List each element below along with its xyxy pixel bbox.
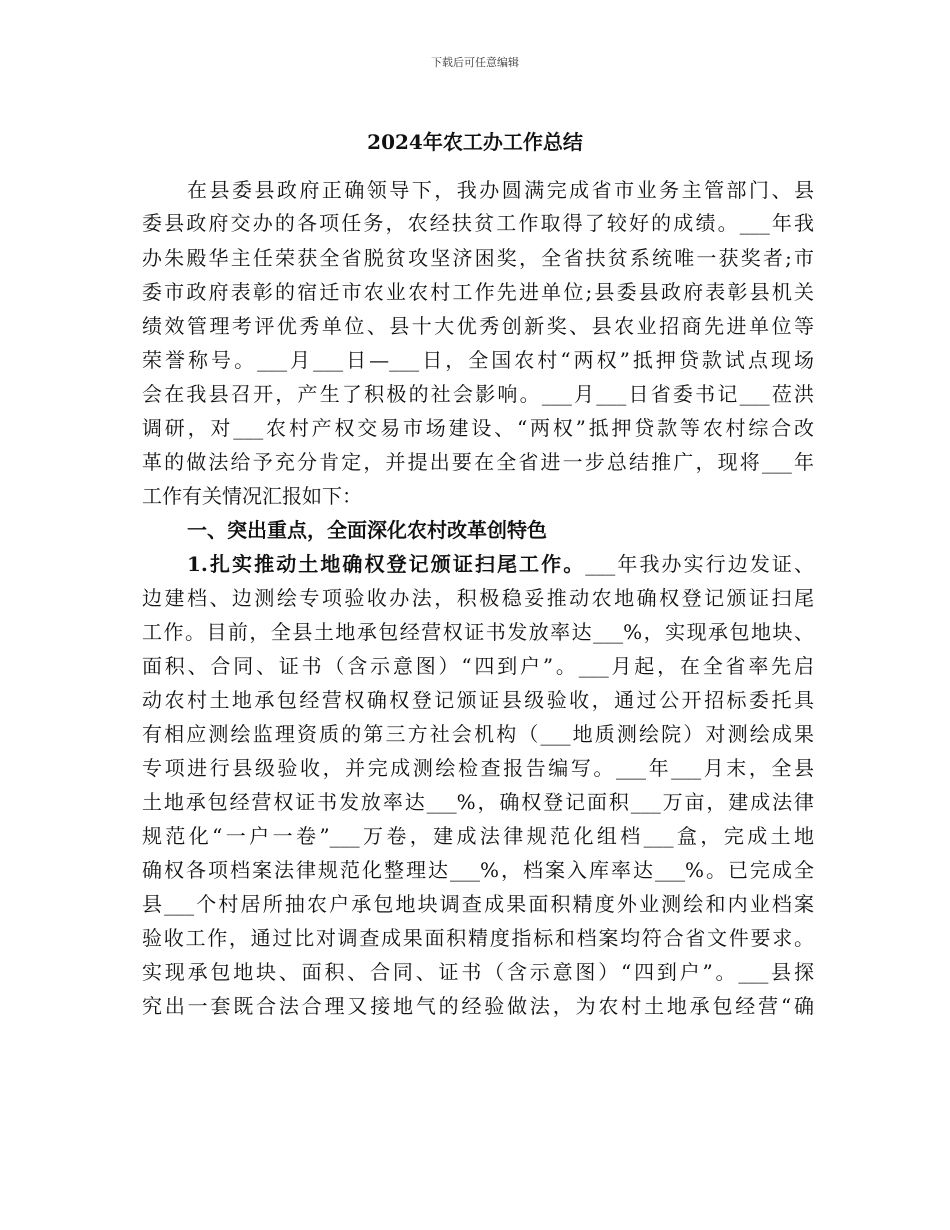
- paragraph-line: 荣誉称号。___月___日—___日，全国农村“两权”抵押贷款试点现场: [142, 348, 814, 372]
- document-title: 2024年农工办工作总结: [367, 130, 583, 154]
- paragraph-line: 工作有关情况汇报如下：: [142, 484, 362, 508]
- paragraph-line: 委县政府交办的各项任务，农经扶贫工作取得了较好的成绩。___年我: [142, 211, 814, 235]
- paragraph-line: 办朱殿华主任荣获全省脱贫攻坚济困奖，全省扶贫系统唯一获奖者;市: [142, 246, 814, 270]
- paragraph-line: 在县委县政府正确领导下，我办圆满完成省市业务主管部门、县: [187, 178, 814, 202]
- paragraph-line: 革的做法给予充分肯定，并提出要在全省进一步总结推广，现将___年: [142, 450, 814, 474]
- item-lead-rest: ___年我办实行边发证、: [585, 552, 814, 576]
- item-lead-line: [187, 548, 814, 580]
- paragraph-line: 专项进行县级验收，并完成测绘检查报告编写。___年___月末，全县: [142, 756, 814, 780]
- paragraph-line: 土地承包经营权证书发放率达___%，确权登记面积___万亩，建成法律: [142, 790, 814, 814]
- item-lead-bold: 1.扎实推动土地确权登记颁证扫尾工作。: [187, 552, 586, 576]
- section-heading: 一、突出重点，全面深化农村改革创特色: [187, 518, 547, 542]
- paragraph-line: 会在我县召开，产生了积极的社会影响。___月___日省委书记___莅洪: [142, 382, 814, 406]
- paragraph-line: 验收工作，通过比对调查成果面积精度指标和档案均符合省文件要求。: [142, 926, 814, 950]
- paragraph-line: 究出一套既合法合理又接地气的经验做法，为农村土地承包经营“确: [142, 994, 814, 1018]
- paragraph-line: 绩效管理考评优秀单位、县十大优秀创新奖、县农业招商先进单位等: [142, 314, 814, 338]
- page-header: 下载后可任意编辑: [431, 56, 519, 69]
- paragraph-line: 确权各项档案法律规范化整理达___%，档案入库率达___%。已完成全: [142, 858, 814, 882]
- paragraph-line: 动农村土地承包经营权确权登记颁证县级验收，通过公开招标委托具: [142, 688, 814, 712]
- paragraph-line: 实现承包地块、面积、合同、证书（含示意图）“四到户”。___县探: [142, 960, 814, 984]
- paragraph-line: 有相应测绘监理资质的第三方社会机构（___地质测绘院）对测绘成果: [142, 722, 814, 746]
- paragraph-line: 规范化“一户一卷”___万卷，建成法律规范化组档___盒，完成土地: [142, 824, 814, 848]
- paragraph-line: 委市政府表彰的宿迁市农业农村工作先进单位;县委县政府表彰县机关: [142, 280, 814, 304]
- paragraph-line: 调研，对___农村产权交易市场建设、“两权”抵押贷款等农村综合改: [142, 416, 814, 440]
- paragraph-line: 工作。目前，全县土地承包经营权证书发放率达___%，实现承包地块、: [142, 620, 814, 644]
- paragraph-line: 县___个村居所抽农户承包地块调查成果面积精度外业测绘和内业档案: [142, 892, 814, 916]
- paragraph-line: 边建档、边测绘专项验收办法，积极稳妥推动农地确权登记颁证扫尾: [142, 586, 814, 610]
- paragraph-line: 面积、合同、证书（含示意图）“四到户”。___月起，在全省率先启: [142, 654, 814, 678]
